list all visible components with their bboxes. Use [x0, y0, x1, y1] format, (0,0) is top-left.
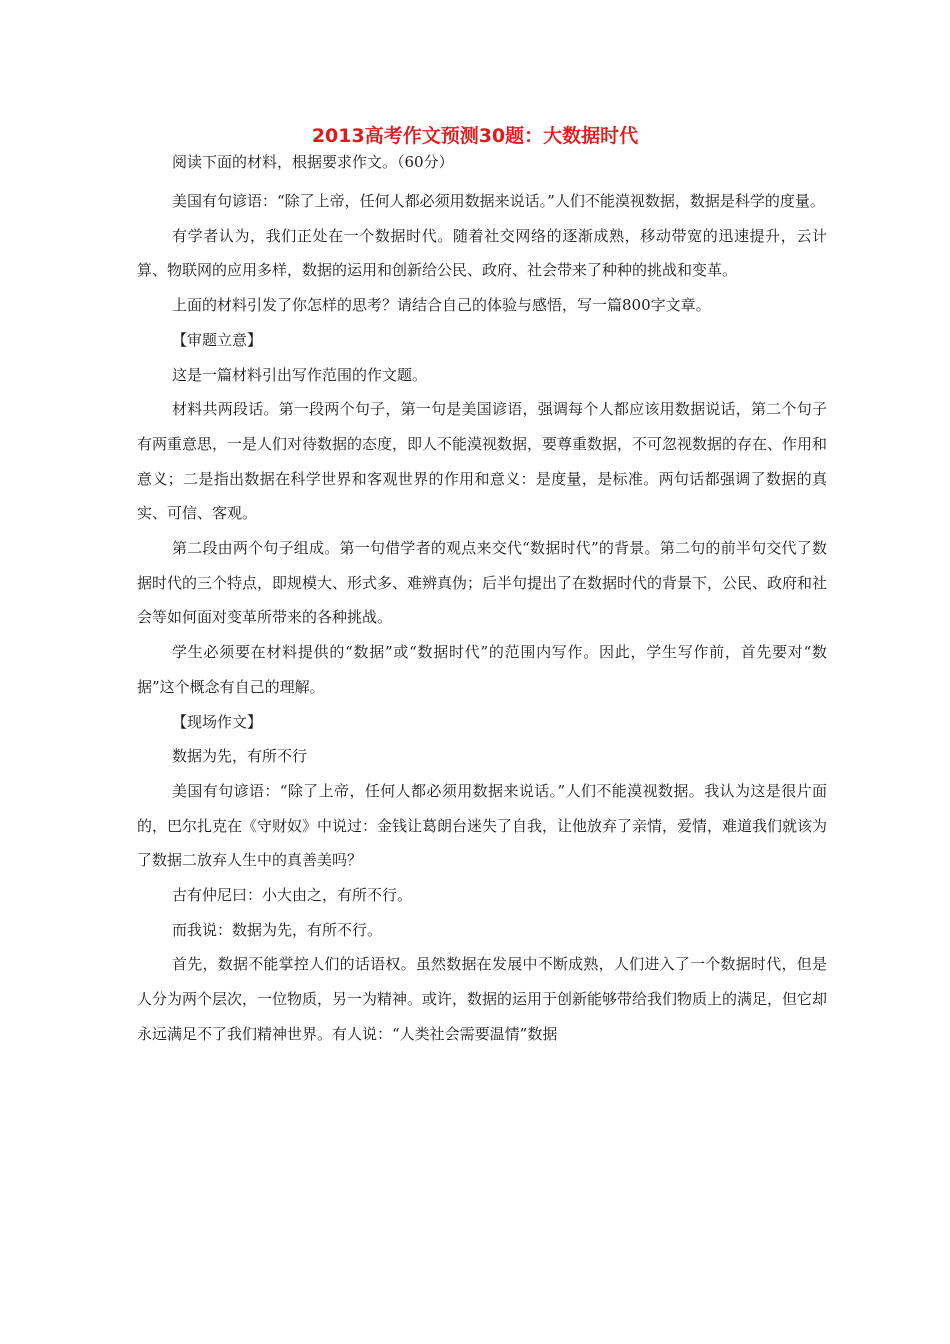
paragraph-prompt: 上面的材料引发了你怎样的思考？请结合自己的体验与感悟，写一篇800字文章。	[172, 296, 711, 315]
section-heading-analysis: 【审题立意】	[172, 330, 263, 349]
section-heading-essay: 【现场作文】	[172, 712, 263, 731]
paragraph-analysis-2: 材料共两段话。第一段两个句子，第一句是美国谚语，强调每个人都应该用数据说话，第二个句子有两重意思，一是人们对待数据的态度，即人不能漠视数据，要尊重数据，不可忽视数据的存在、作用和意义；二是指出数据在科学世界和客观世界的作用和意义：是度量，是标准。两句话都强调了数据的真实、可信、客观。	[137, 400, 828, 523]
paragraph-analysis-4: 学生必须要在材料提供的“数据”或“数据时代”的范围内写作。因此，学生写作前，首先要对“数据”这个概念有自己的理解。	[137, 643, 827, 696]
essay-paragraph-4: 首先，数据不能掌控人们的话语权。虽然数据在发展中不断成熟，人们进入了一个数据时代，但是人分为两个层次，一位物质，另一为精神。或许，数据的运用于创新能够带给我们物质上的满足，但它却永远满足不了我们精神世界。有人说：“人类社会需要温情”数据	[137, 955, 828, 1043]
essay-title: 数据为先，有所不行	[172, 747, 308, 766]
paragraph-analysis-1: 这是一篇材料引出写作范围的作文题。	[172, 365, 428, 384]
paragraph-analysis-3: 第二段由两个句子组成。第一句借学者的观点来交代“数据时代”的背景。第二句的前半句交代了数据时代的三个特点，即规模大、形式多、难辨真伪；后半句提出了在数据时代的背景下，公民、政府和社会等如何面对变革所带来的各种挑战。	[137, 539, 828, 627]
essay-paragraph-2: 古有仲尼曰：小大由之，有所不行。	[172, 886, 413, 905]
document-title: 2013高考作文预测30题：大数据时代	[311, 125, 639, 147]
essay-paragraph-1: 美国有句谚语：“除了上帝，任何人都必须用数据来说话。”人们不能漠视数据。我认为这是很片面的，巴尔扎克在《守财奴》中说过：金钱让葛朗台迷失了自我，让他放弃了亲情，爱情，难道我们就该为了数据二放弃人生中的真善美吗？	[137, 781, 828, 870]
essay-paragraph-3: 而我说：数据为先，有所不行。	[172, 920, 383, 939]
paragraph-instruction: 阅读下面的材料，根据要求作文。（60分）	[172, 153, 454, 171]
paragraph-scholar: 有学者认为，我们正处在一个数据时代。随着社交网络的逐渐成熟，移动带宽的迅速提升，云计算、物联网的应用多样，数据的运用和创新给公民、政府、社会带来了种种的挑战和变革。	[137, 226, 827, 280]
paragraph-proverb: 美国有句谚语：“除了上帝，任何人都必须用数据来说话。”人们不能漠视数据，数据是科学的度量。	[172, 192, 825, 210]
document-body	[137, 149, 827, 1052]
